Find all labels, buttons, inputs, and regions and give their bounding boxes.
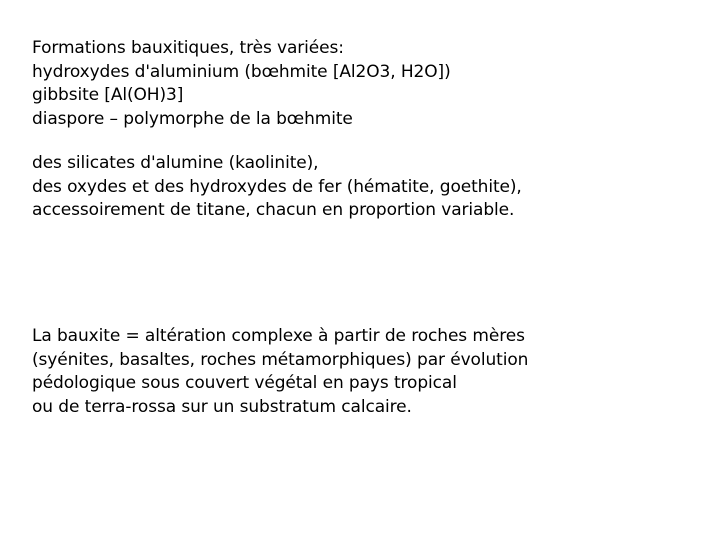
text-block-bauxite-formations (32, 37, 451, 131)
text-line: La bauxite = altération complexe à partir de roches mères (32, 326, 525, 346)
text-line: pédologique sous couvert végétal en pays tropical (32, 373, 457, 394)
text-block-bauxite-definition (32, 325, 528, 419)
text-line: des silicates d'alumine (kaolinite), (32, 153, 319, 173)
text-line: des oxydes et des hydroxydes de fer (hématite, goethite), (32, 176, 522, 197)
text-line: hydroxydes d'aluminium (bœhmite [Al2O3, H2O]) (32, 61, 451, 82)
text-line: gibbsite [Al(OH)3] (32, 85, 184, 106)
text-line: (syénites, basaltes, roches métamorphiques) par évolution (32, 349, 529, 370)
text-line: ou de terra-rossa sur un substratum calcaire. (32, 396, 412, 417)
text-block-associated-minerals (32, 152, 522, 223)
text-line: diaspore – polymorphe de la bœhmite (32, 108, 353, 129)
text-line: Formations bauxitiques, très variées: (32, 38, 344, 58)
text-line: accessoirement de titane, chacun en proportion variable. (32, 200, 515, 221)
